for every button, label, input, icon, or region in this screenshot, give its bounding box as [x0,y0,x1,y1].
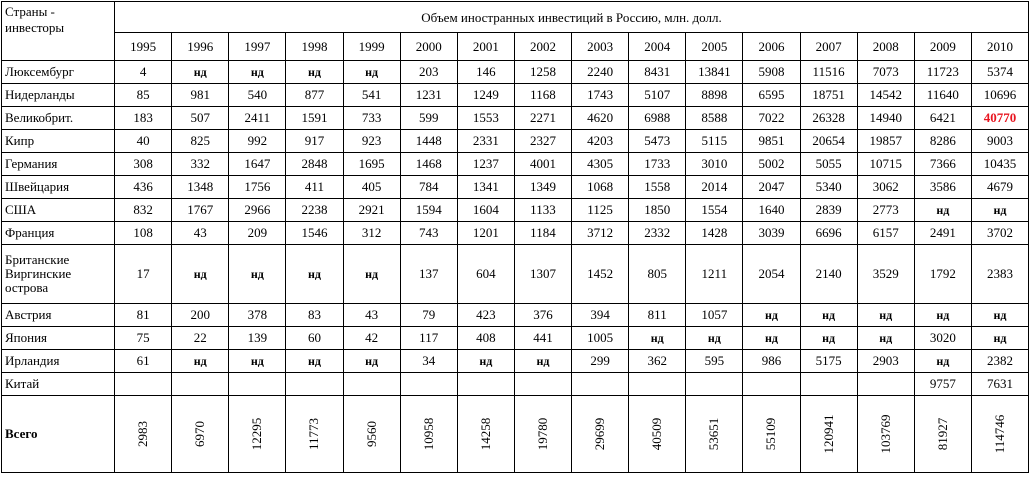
table-cell: 5115 [686,130,743,153]
table-cell: 743 [400,222,457,245]
table-cell: нд [343,245,400,304]
table-cell: нд [286,245,343,304]
table-cell: 1743 [572,84,629,107]
total-value: 40509 [649,417,665,451]
table-cell: 5002 [743,153,800,176]
table-cell [857,373,914,396]
table-cell [800,373,857,396]
year-header: 2008 [857,33,914,61]
table-cell: нд [172,245,229,304]
table-cell: нд [800,304,857,327]
country-name: Франция [2,222,115,245]
table-cell: нд [629,327,686,350]
table-cell: 11723 [914,61,971,84]
table-cell: 4203 [572,130,629,153]
table-cell: 5374 [971,61,1028,84]
table-cell: 299 [572,350,629,373]
table-cell: 5473 [629,130,686,153]
table-cell: 1756 [229,176,286,199]
table-cell: 117 [400,327,457,350]
table-cell: нд [229,245,286,304]
table-cell: 917 [286,130,343,153]
total-cell [743,396,800,473]
table-cell: 6696 [800,222,857,245]
country-name: Британские Виргинские острова [2,245,115,304]
table-cell: 2491 [914,222,971,245]
country-name: Люксембург [2,61,115,84]
table-cell: 308 [115,153,172,176]
table-cell: 4 [115,61,172,84]
table-cell: 7366 [914,153,971,176]
table-cell: 3586 [914,176,971,199]
table-cell: нд [743,327,800,350]
table-cell: 61 [115,350,172,373]
table-cell [229,373,286,396]
table-cell: 2327 [514,130,571,153]
year-header: 1995 [115,33,172,61]
table-cell: 1348 [172,176,229,199]
table-cell: 2411 [229,107,286,130]
total-cell [914,396,971,473]
table-cell: 42 [343,327,400,350]
table-cell: 6988 [629,107,686,130]
table-row [2,199,1029,222]
table-cell: 411 [286,176,343,199]
table-cell: 14542 [857,84,914,107]
table-cell: нд [971,304,1028,327]
year-header: 1999 [343,33,400,61]
table-cell: 2271 [514,107,571,130]
total-value: 120941 [820,414,836,454]
investment-table [1,1,1029,473]
table-cell: 26328 [800,107,857,130]
table-cell: 60 [286,327,343,350]
table-cell: 9851 [743,130,800,153]
table-cell: 14940 [857,107,914,130]
total-row [2,396,1029,473]
table-cell: нд [514,350,571,373]
table-cell [629,373,686,396]
year-header: 2003 [572,33,629,61]
table-cell: 10696 [971,84,1028,107]
table-cell: 75 [115,327,172,350]
total-value: 55109 [763,417,779,451]
table-cell: 1452 [572,245,629,304]
table-cell: 13841 [686,61,743,84]
table-row [2,222,1029,245]
table-cell: 2240 [572,61,629,84]
table-cell: 200 [172,304,229,327]
table-cell: 2839 [800,199,857,222]
table-cell: 1341 [457,176,514,199]
table-cell: 540 [229,84,286,107]
table-cell: 423 [457,304,514,327]
table-cell [400,373,457,396]
table-cell [343,373,400,396]
year-header: 2005 [686,33,743,61]
table-cell: 825 [172,130,229,153]
table-row [2,130,1029,153]
year-header: 2007 [800,33,857,61]
table-cell: 9003 [971,130,1028,153]
year-header: 2002 [514,33,571,61]
table-cell: 986 [743,350,800,373]
table-cell: 43 [172,222,229,245]
table-cell: нд [343,61,400,84]
table-cell: 2848 [286,153,343,176]
table-cell: 595 [686,350,743,373]
table-cell: нд [971,199,1028,222]
total-label: Всего [2,396,115,473]
table-cell: 11640 [914,84,971,107]
table-cell: 3020 [914,327,971,350]
table-cell: 1647 [229,153,286,176]
table-cell: 1767 [172,199,229,222]
table-cell: 4001 [514,153,571,176]
table-cell: нд [229,350,286,373]
table-cell: 332 [172,153,229,176]
table-cell: 4679 [971,176,1028,199]
total-value: 19780 [534,417,550,451]
table-cell: 394 [572,304,629,327]
table-cell: 1125 [572,199,629,222]
table-cell: 1201 [457,222,514,245]
table-cell: 4305 [572,153,629,176]
table-cell: 5175 [800,350,857,373]
total-cell [172,396,229,473]
table-cell: 10435 [971,153,1028,176]
total-cell [800,396,857,473]
table-cell: нд [229,61,286,84]
table-cell: 2054 [743,245,800,304]
table-cell: 1231 [400,84,457,107]
table-cell: 3039 [743,222,800,245]
table-cell: 1640 [743,199,800,222]
table-cell: 1448 [400,130,457,153]
table-cell: нд [457,350,514,373]
table-cell [286,373,343,396]
table-row [2,350,1029,373]
total-cell [514,396,571,473]
table-cell: нд [971,327,1028,350]
total-cell [400,396,457,473]
total-cell [286,396,343,473]
table-cell [686,373,743,396]
table-cell: 2331 [457,130,514,153]
total-value: 12295 [249,417,265,451]
table-row [2,84,1029,107]
table-cell: 507 [172,107,229,130]
table-cell: 19857 [857,130,914,153]
total-value: 6970 [192,421,208,447]
country-name: Кипр [2,130,115,153]
table-cell: 183 [115,107,172,130]
table-cell: нд [172,61,229,84]
year-header: 2004 [629,33,686,61]
table-cell: нд [857,327,914,350]
country-name: Великобрит. [2,107,115,130]
table-cell: 8898 [686,84,743,107]
table-cell: 1211 [686,245,743,304]
table-cell: 7022 [743,107,800,130]
year-header: 1997 [229,33,286,61]
total-cell [629,396,686,473]
table-cell: 1249 [457,84,514,107]
table-cell: нд [286,350,343,373]
table-cell: 2773 [857,199,914,222]
country-name: США [2,199,115,222]
total-cell [686,396,743,473]
table-cell: 7631 [971,373,1028,396]
table-cell: 1733 [629,153,686,176]
table-cell: нд [743,304,800,327]
table-cell: нд [172,350,229,373]
table-cell: 79 [400,304,457,327]
table-cell: 923 [343,130,400,153]
table-cell: 22 [172,327,229,350]
table-cell: 6157 [857,222,914,245]
table-cell: 3062 [857,176,914,199]
table-cell: 10715 [857,153,914,176]
table-cell: 40 [115,130,172,153]
table-cell: 2014 [686,176,743,199]
table-cell: 1184 [514,222,571,245]
country-name: Германия [2,153,115,176]
table-cell: 1591 [286,107,343,130]
total-value: 9560 [363,421,379,447]
table-cell: 604 [457,245,514,304]
table-cell: 4620 [572,107,629,130]
total-value: 2983 [135,421,151,447]
year-header: 2009 [914,33,971,61]
table-cell: 784 [400,176,457,199]
total-cell [229,396,286,473]
table-cell: 2383 [971,245,1028,304]
table-cell: 20654 [800,130,857,153]
table-cell: 9757 [914,373,971,396]
table-cell: 3529 [857,245,914,304]
table-cell: 441 [514,327,571,350]
table-cell: 8431 [629,61,686,84]
table-cell: 11516 [800,61,857,84]
table-cell: 1553 [457,107,514,130]
table-cell: 3712 [572,222,629,245]
table-cell: 2903 [857,350,914,373]
table-cell: 5340 [800,176,857,199]
table-cell: нд [914,199,971,222]
table-row [2,373,1029,396]
table-cell: 85 [115,84,172,107]
country-name: Япония [2,327,115,350]
table-cell: 1850 [629,199,686,222]
table-cell: 7073 [857,61,914,84]
table-cell: 312 [343,222,400,245]
table-cell: 5908 [743,61,800,84]
table-cell: 6595 [743,84,800,107]
total-cell [971,396,1028,473]
total-cell [457,396,514,473]
total-value: 53651 [706,417,722,451]
year-header: 1998 [286,33,343,61]
table-cell: 805 [629,245,686,304]
table-row [2,304,1029,327]
table-cell: 8588 [686,107,743,130]
table-cell: 541 [343,84,400,107]
total-cell [857,396,914,473]
table-cell: 2332 [629,222,686,245]
year-header: 2010 [971,33,1028,61]
table-cell: 3010 [686,153,743,176]
table-cell: 209 [229,222,286,245]
year-header: 2006 [743,33,800,61]
total-value: 29699 [592,417,608,451]
table-cell: 1068 [572,176,629,199]
table-cell: 1133 [514,199,571,222]
year-header: 2001 [457,33,514,61]
table-cell: 40770 [971,107,1028,130]
country-name: Швейцария [2,176,115,199]
table-cell: 1546 [286,222,343,245]
table-cell: 2238 [286,199,343,222]
table-cell [743,373,800,396]
table-cell: 8286 [914,130,971,153]
table-cell: 832 [115,199,172,222]
table-cell: 1005 [572,327,629,350]
table-cell: 436 [115,176,172,199]
table-cell [457,373,514,396]
table-title: Объем иностранных инвестиций в Россию, млн. долл. [115,2,1029,33]
table-cell: 378 [229,304,286,327]
table-cell: 1258 [514,61,571,84]
table-cell: 2921 [343,199,400,222]
table-row [2,245,1029,304]
table-cell: 3702 [971,222,1028,245]
table-cell: 1349 [514,176,571,199]
table-cell: нд [800,327,857,350]
table-cell: 108 [115,222,172,245]
year-header-row [2,33,1029,61]
total-cell [343,396,400,473]
table-cell: 137 [400,245,457,304]
table-cell: нд [686,327,743,350]
table-cell: 2966 [229,199,286,222]
table-cell: 405 [343,176,400,199]
country-name: Китай [2,373,115,396]
total-value: 14258 [477,417,493,451]
table-cell: 203 [400,61,457,84]
total-value: 114746 [991,414,1007,454]
country-name: Ирландия [2,350,115,373]
table-row [2,107,1029,130]
table-body [2,61,1029,473]
table-cell [514,373,571,396]
table-cell: 2140 [800,245,857,304]
table-cell: 34 [400,350,457,373]
table-cell: 981 [172,84,229,107]
table-cell: 1307 [514,245,571,304]
table-cell: 83 [286,304,343,327]
table-cell: 1558 [629,176,686,199]
table-cell: 18751 [800,84,857,107]
table-cell: 1428 [686,222,743,245]
table-row [2,176,1029,199]
table-row [2,153,1029,176]
table-cell: 43 [343,304,400,327]
table-cell: 139 [229,327,286,350]
table-cell: 17 [115,245,172,304]
table-cell: 5055 [800,153,857,176]
table-cell [115,373,172,396]
table-cell: 599 [400,107,457,130]
year-header: 2000 [400,33,457,61]
table-cell: 6421 [914,107,971,130]
country-column-header: Страны - инвесторы [2,2,115,61]
table-cell: нд [914,304,971,327]
table-cell [172,373,229,396]
country-name: Нидерланды [2,84,115,107]
total-value: 81927 [934,417,950,451]
table-cell: 1695 [343,153,400,176]
table-cell: 877 [286,84,343,107]
table-cell: 362 [629,350,686,373]
table-cell: нд [286,61,343,84]
table-cell: нд [914,350,971,373]
table-row [2,61,1029,84]
total-value: 10958 [420,417,436,451]
table-cell: 408 [457,327,514,350]
year-header: 1996 [172,33,229,61]
table-cell: 5107 [629,84,686,107]
table-row [2,327,1029,350]
total-value: 11773 [306,417,322,451]
table-cell: 2047 [743,176,800,199]
country-name: Австрия [2,304,115,327]
table-cell: 1792 [914,245,971,304]
table-cell: 1057 [686,304,743,327]
table-cell: 1237 [457,153,514,176]
table-cell: 2382 [971,350,1028,373]
total-cell [115,396,172,473]
table-cell [572,373,629,396]
table-cell: 733 [343,107,400,130]
total-value: 103769 [877,414,893,454]
table-cell: 376 [514,304,571,327]
table-cell: нд [857,304,914,327]
table-cell: 1604 [457,199,514,222]
table-cell: нд [343,350,400,373]
table-cell: 81 [115,304,172,327]
table-cell: 1594 [400,199,457,222]
table-cell: 1468 [400,153,457,176]
table-cell: 1168 [514,84,571,107]
table-cell: 1554 [686,199,743,222]
total-cell [572,396,629,473]
table-cell: 992 [229,130,286,153]
table-cell: 811 [629,304,686,327]
table-cell: 146 [457,61,514,84]
